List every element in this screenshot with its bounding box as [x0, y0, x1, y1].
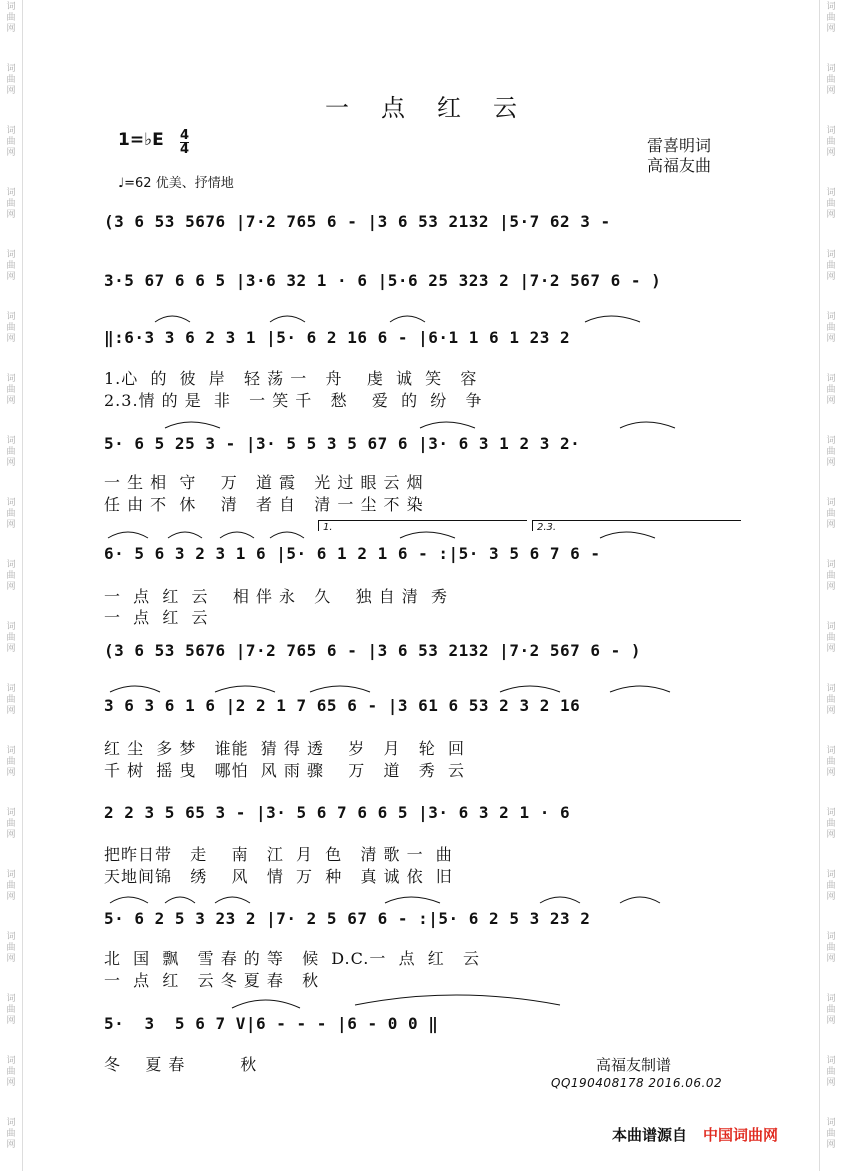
score-row-7-lyric-2: 千 树 摇 曳 哪怕 风 雨 骤 万 道 秀 云 — [104, 761, 465, 780]
time-signature-top: 4 — [180, 128, 190, 143]
watermark-text: 词 曲 网 — [826, 622, 836, 654]
slur-mark — [400, 532, 455, 538]
slur-mark — [165, 897, 195, 903]
watermark-text: 词 曲 网 — [6, 126, 16, 158]
slur-mark — [155, 316, 190, 322]
watermark-text: 词 曲 网 — [6, 622, 16, 654]
watermark-text: 词 曲 网 — [6, 312, 16, 344]
slur-mark — [385, 897, 440, 903]
watermark-text: 词 曲 网 — [826, 436, 836, 468]
watermark-text: 词 曲 网 — [6, 684, 16, 716]
score-row-7-lyric-1: 红 尘 多 梦 谁能 猜 得 透 岁 月 轮 回 — [104, 739, 465, 758]
watermark-text: 词 曲 网 — [6, 64, 16, 96]
slur-mark — [540, 897, 580, 903]
score-row-2-notes: 3·5 67 6 6 5 |3·6 32 1 · 6 |5·6 25 323 2 |7·2 567 6 - ) — [104, 271, 662, 290]
key-signature: 1=♭E — [118, 130, 164, 150]
volta-1-label: 1. — [323, 522, 333, 533]
score-row-10-lyric-1: 冬 夏 春 秋 — [104, 1055, 258, 1074]
watermark-text: 词 曲 网 — [826, 126, 836, 158]
tie-mark — [232, 1000, 300, 1008]
watermark-text: 词 曲 网 — [826, 1118, 836, 1150]
watermark-text: 词 曲 网 — [6, 746, 16, 778]
score-row-3-lyric-1: 1.心 的 彼 岸 轻 荡 一 舟 虔 诚 笑 容 — [104, 369, 478, 388]
score-row-9-lyric-2: 一 点 红 云 冬 夏 春 秋 — [104, 971, 320, 990]
slur-mark — [110, 686, 160, 692]
score-row-3-lyric-2: 2.3.情 的 是 非 一 笑 千 愁 爱 的 纷 争 — [104, 391, 483, 410]
watermark-text: 词 曲 网 — [6, 250, 16, 282]
score-row-5-lyric-2: 一 点 红 云 — [104, 608, 209, 627]
watermark-text: 词 曲 网 — [826, 64, 836, 96]
score-row-8-lyric-1: 把昨日带 走 南 江 月 色 清 歌 一 曲 — [104, 845, 453, 864]
slur-mark — [270, 532, 304, 538]
score-row-9-lyric-1: 北 国 飘 雪 春 的 等 候 D.C.一 点 红 云 — [104, 949, 480, 968]
score-row-4-lyric-1: 一 生 相 守 万 道 霞 光 过 眼 云 烟 — [104, 473, 424, 492]
watermark-text: 词 曲 网 — [826, 746, 836, 778]
watermark-text: 词 曲 网 — [6, 560, 16, 592]
watermark-text: 词 曲 网 — [6, 498, 16, 530]
slur-mark — [168, 532, 202, 538]
slur-mark — [220, 532, 254, 538]
watermark-text: 词 曲 网 — [6, 994, 16, 1026]
score-row-5-lyric-1: 一 点 红 云 相 伴 永 久 独 自 清 秀 — [104, 587, 448, 606]
watermark-text: 词 曲 网 — [826, 1056, 836, 1088]
score-row-5-notes: 6· 5 6 3 2 3 1 6 |5· 6 1 2 1 6 - :|5· 3 5 6 7 6 - — [104, 544, 601, 563]
watermark-text: 词 曲 网 — [826, 250, 836, 282]
slur-mark — [620, 897, 660, 903]
watermark-text: 词 曲 网 — [826, 560, 836, 592]
source-label: 本曲谱源自 — [612, 1126, 688, 1144]
source-brand-link[interactable]: 中国词曲网 — [703, 1126, 779, 1144]
tempo-marking: ♩=62 优美、抒情地 — [118, 176, 234, 191]
song-title: 一点红云 — [325, 94, 549, 122]
watermark-text: 词 曲 网 — [6, 1056, 16, 1088]
slur-mark — [420, 422, 475, 428]
watermark-text: 词 曲 网 — [826, 498, 836, 530]
slur-mark — [165, 422, 220, 428]
slur-mark — [390, 316, 425, 322]
watermark-text: 词 曲 网 — [6, 436, 16, 468]
composer: 高福友曲 — [647, 156, 712, 175]
watermark-text: 词 曲 网 — [826, 870, 836, 902]
slur-mark — [600, 532, 655, 538]
watermark-text: 词 曲 网 — [6, 870, 16, 902]
volta-2-label: 2.3. — [537, 522, 557, 533]
watermark-text: 词 曲 网 — [826, 932, 836, 964]
score-row-4-lyric-2: 任 由 不 休 清 者 自 清 一 尘 不 染 — [104, 495, 424, 514]
watermark-text: 词 曲 网 — [6, 932, 16, 964]
watermark-text: 词 曲 网 — [6, 188, 16, 220]
watermark-text: 词 曲 网 — [6, 808, 16, 840]
watermark-text: 词 曲 网 — [826, 808, 836, 840]
watermark-text: 词 曲 网 — [826, 188, 836, 220]
lyricist: 雷喜明词 — [647, 136, 712, 155]
score-row-4-notes: 5· 6 5 25 3 - |3· 5 5 3 5 67 6 |3· 6 3 1 2 3 2· — [104, 434, 581, 453]
slur-mark — [108, 532, 148, 538]
slur-mark — [585, 316, 640, 322]
slur-mark — [270, 316, 305, 322]
score-row-7-notes: 3 6 3 6 1 6 |2 2 1 7 65 6 - |3 61 6 53 2 3 2 16 — [104, 696, 581, 715]
slur-mark — [500, 686, 560, 692]
score-row-3-notes: ‖:6·3 3 6 2 3 1 |5· 6 2 16 6 - |6·1 1 6 1 23 2 — [104, 328, 571, 347]
score-row-8-notes: 2 2 3 5 65 3 - |3· 5 6 7 6 6 5 |3· 6 3 2 1 · 6 — [104, 803, 571, 822]
watermark-text: 词 曲 网 — [826, 312, 836, 344]
slur-mark — [610, 686, 670, 692]
score-row-9-notes: 5· 6 2 5 3 23 2 |7· 2 5 67 6 - :|5· 6 2 5 3 23 2 — [104, 909, 591, 928]
slur-mark — [310, 686, 370, 692]
score-contact-date: QQ190408178 2016.06.02 — [551, 1076, 723, 1090]
slur-mark — [215, 686, 275, 692]
watermark-text: 词 曲 网 — [6, 1118, 16, 1150]
slur-mark — [215, 897, 250, 903]
score-row-6-notes: (3 6 53 5676 |7·2 765 6 - |3 6 53 2132 |7·2 567 6 - ) — [104, 641, 642, 660]
watermark-text: 词 曲 网 — [826, 994, 836, 1026]
score-row-10-notes: 5· 3 5 6 7 V|6 - - - |6 - 0 0 ‖ — [104, 1014, 439, 1033]
watermark-text: 词 曲 网 — [826, 684, 836, 716]
watermark-text: 词 曲 网 — [826, 374, 836, 406]
score-maker: 高福友制谱 — [596, 1056, 672, 1074]
source-line — [612, 1124, 778, 1145]
slur-mark — [620, 422, 675, 428]
time-signature-bottom: 4 — [180, 142, 190, 157]
slur-mark — [110, 897, 148, 903]
watermark-text: 词 曲 网 — [6, 2, 16, 34]
watermark-text: 词 曲 网 — [6, 374, 16, 406]
watermark-text: 词 曲 网 — [826, 2, 836, 34]
score-row-1-notes: (3 6 53 5676 |7·2 765 6 - |3 6 53 2132 |5·7 62 3 - — [104, 212, 611, 231]
score-row-8-lyric-2: 天地间锦 绣 风 情 万 种 真 诚 依 旧 — [104, 867, 453, 886]
tie-mark — [355, 995, 560, 1005]
